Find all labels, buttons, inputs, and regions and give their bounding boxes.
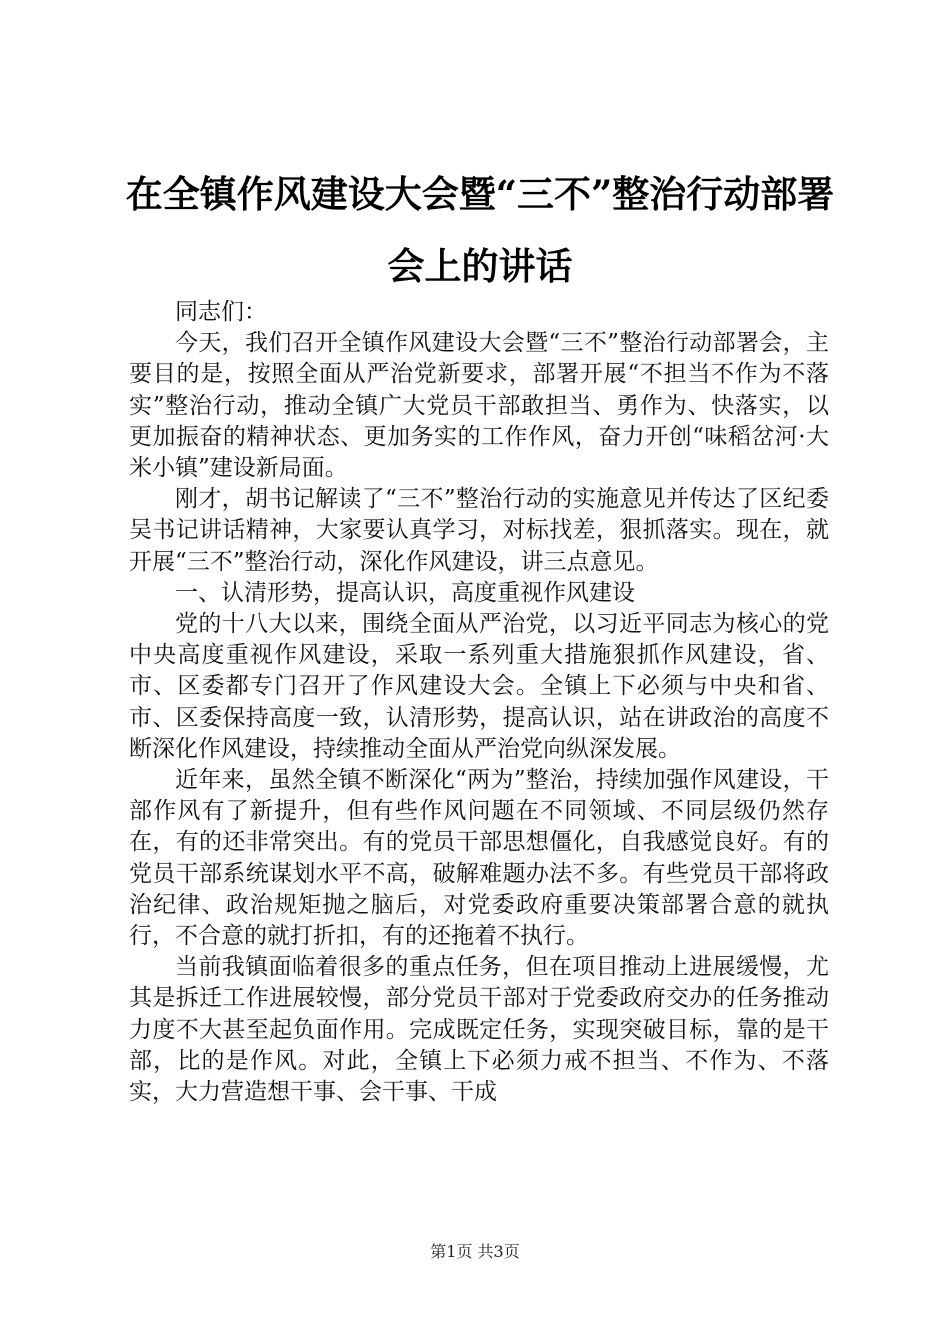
section-heading: 一、认清形势，提高认识，高度重视作风建设 (175, 579, 635, 606)
document-title: 在全镇作风建设大会暨“三不”整治行动部署会上的讲话 (125, 172, 835, 288)
page-footer: 第1页 共3页 (430, 1242, 520, 1261)
body-paragraph: 党的十八大以来，围绕全面从严治党，以习近平同志为核心的党中央高度重视作风建设，采取一系列重大措施狠抓作风建设，省、市、区委都专门召开了作风建设大会。全镇上下必须与中央和省、市、区委保持高度一致，认清形势，提高认识，站在讲政治的高度不断深化作风建设，持续推动全面从严治党向纵深发展。 (129, 611, 829, 762)
body-paragraph: 当前我镇面临着很多的重点任务，但在项目推动上进展缓慢，尤其是拆迁工作进展较慢，部分党员干部对于党委政府交办的任务推动力度不大甚至起负面作用。完成既定任务，实现突破目标，靠的是干部，比的是作风。对此，全镇上下必须力戒不担当、不作为、不落实，大力营造想干事、会干事、干成 (129, 954, 829, 1106)
body-paragraph: 今天，我们召开全镇作风建设大会暨“三不”整治行动部署会，主要目的是，按照全面从严治党新要求，部署开展“不担当不作为不落实”整治行动，推动全镇广大党员干部敢担当、勇作为、快落实，以更加振奋的精神状态、更加务实的工作作风，奋力开创“味稻岔河·大米小镇”建设新局面。 (129, 330, 829, 482)
salutation-paragraph: 同志们： (175, 299, 267, 325)
body-paragraph: 刚才，胡书记解读了“三不”整治行动的实施意见并传达了区纪委吴书记讲话精神，大家要认真学习，对标找差，狠抓落实。现在，就开展“三不”整治行动，深化作风建设，讲三点意见。 (129, 486, 829, 575)
document-body (129, 297, 829, 1108)
body-paragraph: 近年来，虽然全镇不断深化“两为”整治，持续加强作风建设，干部作风有了新提升，但有些作风问题在不同领域、不同层级仍然存在，有的还非常突出。有的党员干部思想僵化，自我感觉良好。有的党员干部系统谋划水平不高，破解难题办法不多。有些党员干部将政治纪律、政治规矩抛之脑后，对党委政府重要决策部署合意的就执行，不合意的就打折扣，有的还拖着不执行。 (129, 767, 829, 950)
